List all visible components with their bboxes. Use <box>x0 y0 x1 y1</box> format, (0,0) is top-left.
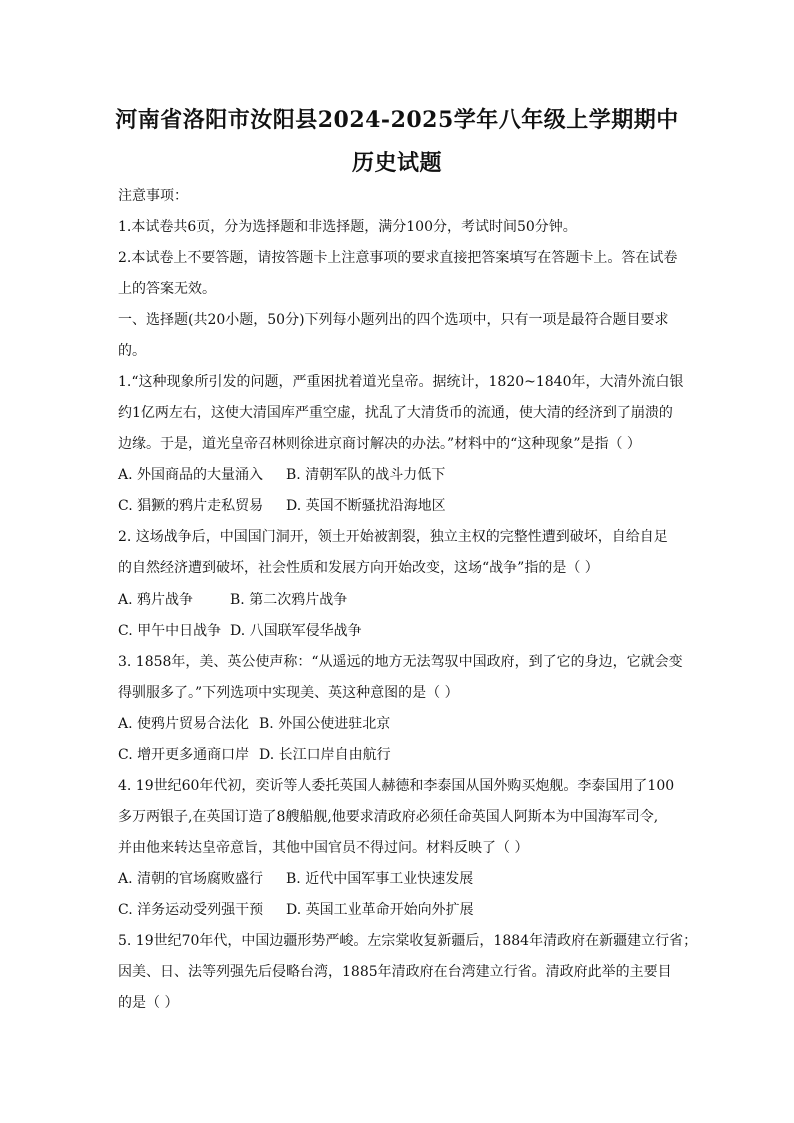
question-3-option-c[interactable]: C. 增开更多通商口岸 <box>118 747 250 763</box>
question-1-option-d[interactable]: D. 英国不断骚扰沿海地区 <box>286 498 446 514</box>
question-2-stem-line2: 的自然经济遭到破坏，社会性质和发展方向开始改变，这场“战争”指的是（ ） <box>118 560 599 576</box>
notes-heading: 注意事项： <box>118 188 188 204</box>
question-4-option-d[interactable]: D. 英国工业革命开始向外扩展 <box>286 902 474 918</box>
section-heading-line2: 的。 <box>118 343 146 359</box>
question-1-option-c[interactable]: C. 猖獗的鸦片走私贸易 <box>118 498 264 514</box>
question-4-options-row1 <box>118 871 473 887</box>
question-1-stem-line2: 约1亿两左右，这使大清国库严重空虚，扰乱了大清货币的流通，使大清的经济到了崩溃的 <box>118 405 673 421</box>
question-3-options-row1 <box>118 716 390 732</box>
note-item-1: 1.本试卷共6页，分为选择题和非选择题，满分100分，考试时间50分钟。 <box>118 219 577 235</box>
note-item-2-line1: 2.本试卷上不要答题，请按答题卡上注意事项的要求直接把答案填写在答题卡上。答在试卷 <box>118 250 678 266</box>
question-2-options-row2 <box>118 623 362 639</box>
question-4-option-a[interactable]: A. 清朝的官场腐败盛行 <box>118 871 264 887</box>
question-2-options-row1 <box>118 592 347 608</box>
exam-subject: 历史试题 <box>351 150 442 176</box>
question-4-stem-line2: 多万两银子,在英国订造了8艘船舰,他要求清政府必须任命英国人阿斯本为中国海军司令, <box>118 809 659 825</box>
question-1-option-a[interactable]: A. 外国商品的大量涌入 <box>118 467 264 483</box>
section-heading-line1: 一、选择题(共20小题，50分)下列每小题列出的四个选项中，只有一项是最符合题目要求 <box>118 312 669 328</box>
question-3-stem-line1: 3. 1858年，美、英公使声称：“从遥远的地方无法驾驭中国政府，到了它的身边，它就会变 <box>118 654 683 670</box>
question-3-options-row2 <box>118 747 391 763</box>
question-2-option-a[interactable]: A. 鸦片战争 <box>118 592 194 608</box>
question-2-stem-line1: 2. 这场战争后，中国国门洞开，领土开始被割裂，独立主权的完整性遭到破坏，自给自足 <box>118 529 668 545</box>
question-4-stem-line3: 并由他来转达皇帝意旨，其他中国官员不得过问。材料反映了（ ） <box>118 840 529 856</box>
question-5-stem-line2: 因美、日、法等列强先后侵略台湾，1885年清政府在台湾建立行省。清政府此举的主要目 <box>118 964 672 980</box>
question-4-options-row2 <box>118 902 474 918</box>
question-2-option-b[interactable]: B. 第二次鸦片战争 <box>230 592 348 608</box>
question-1-stem-line1: 1.“这种现象所引发的问题，严重困扰着道光皇帝。据统计，1820~1840年，大清外流白银 <box>118 374 684 390</box>
note-item-2-line2: 上的答案无效。 <box>118 281 216 297</box>
question-2-option-d[interactable]: D. 八国联军侵华战争 <box>230 623 362 639</box>
question-4-stem-line1: 4. 19世纪60年代初，奕䜣等人委托英国人赫德和李泰国从国外购买炮舰。李泰国用了100 <box>118 778 675 794</box>
question-4-option-b[interactable]: B. 近代中国军事工业快速发展 <box>286 871 474 887</box>
question-3-option-b[interactable]: B. 外国公使进驻北京 <box>259 716 391 732</box>
question-3-option-d[interactable]: D. 长江口岸自由航行 <box>259 747 391 763</box>
question-4-option-c[interactable]: C. 洋务运动受列强干预 <box>118 902 264 918</box>
question-1-stem-line3: 边缘。于是，道光皇帝召林则徐进京商讨解决的办法。”材料中的“这种现象”是指（ ） <box>118 436 641 452</box>
question-2-option-c[interactable]: C. 甲午中日战争 <box>118 623 222 639</box>
question-1-options-row1 <box>118 467 445 483</box>
question-3-stem-line2: 得驯服多了。”下列选项中实现美、英这种意图的是（ ） <box>118 685 459 701</box>
question-5-stem-line1: 5. 19世纪70年代，中国边疆形势严峻。左宗棠收复新疆后，1884年清政府在新疆建立行省； <box>118 933 698 949</box>
question-3-option-a[interactable]: A. 使鸦片贸易合法化 <box>118 716 250 732</box>
question-1-option-b[interactable]: B. 清朝军队的战斗力低下 <box>286 467 446 483</box>
exam-title: 河南省洛阳市汝阳县2024-2025学年八年级上学期期中 <box>115 107 679 133</box>
question-1-options-row2 <box>118 498 446 514</box>
question-5-stem-line3: 的是（ ） <box>118 995 179 1011</box>
